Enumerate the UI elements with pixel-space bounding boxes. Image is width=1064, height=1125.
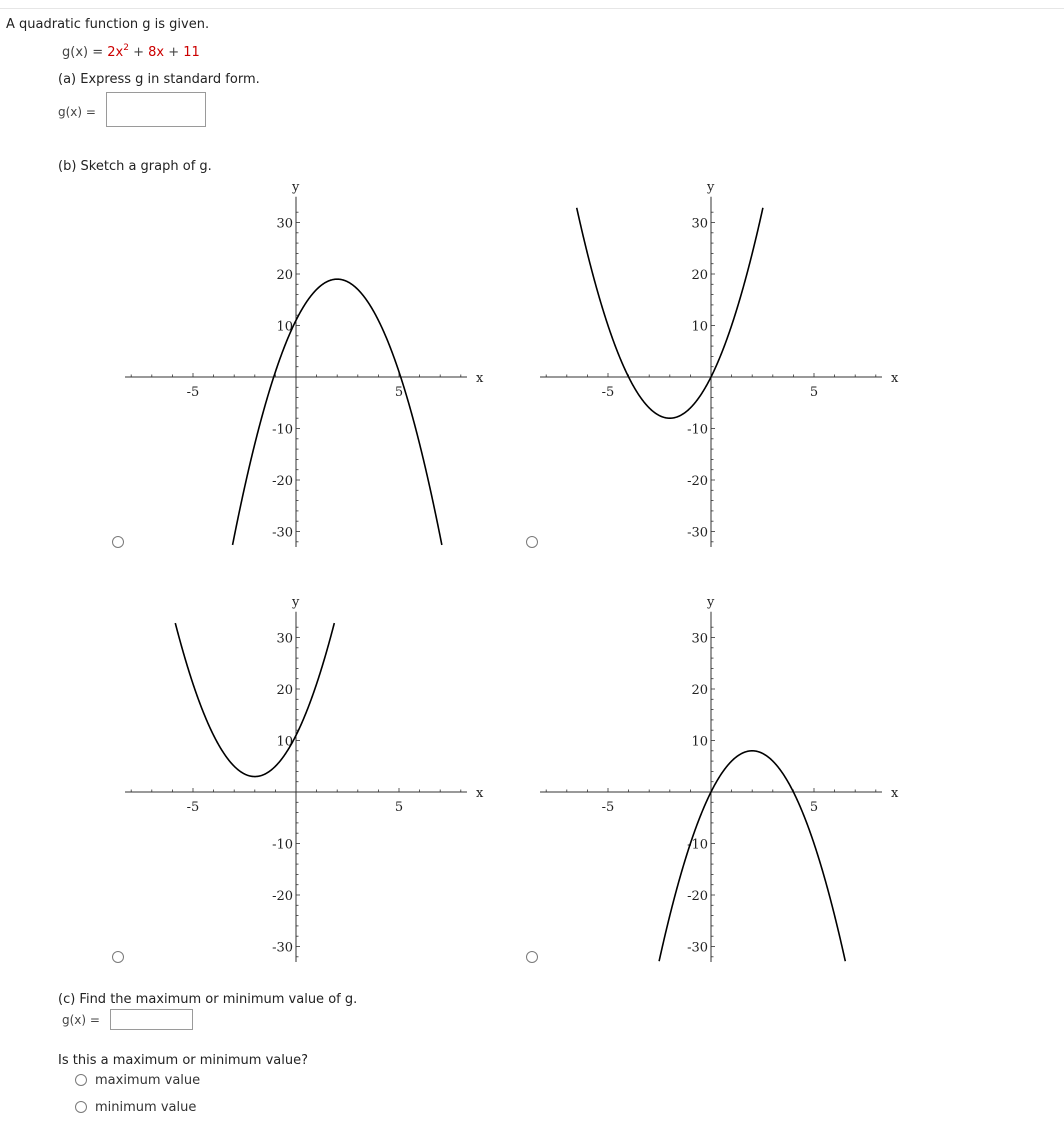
part-a-label: (a) Express g in standard form. — [58, 72, 260, 87]
graph-option-2-radio[interactable] — [526, 536, 538, 548]
x-tick-label: 5 — [394, 800, 404, 815]
y-tick-label: -10 — [272, 837, 293, 853]
y-tick-label: -10 — [272, 422, 293, 438]
parabola-curve — [659, 751, 845, 961]
y-tick-label: 10 — [691, 319, 708, 335]
x-tick-label: -5 — [601, 800, 615, 815]
part-c-input-label: g(x) = — [62, 1013, 100, 1027]
maximum-value-radio[interactable] — [75, 1074, 87, 1086]
part-b-label: (b) Sketch a graph of g. — [58, 159, 212, 174]
y-axis-label: y — [707, 180, 715, 196]
parabola-curve — [175, 623, 334, 776]
graph-option-3-radio[interactable] — [112, 951, 124, 963]
x-tick-label: -5 — [186, 385, 200, 400]
y-tick-label: -20 — [272, 889, 293, 904]
parabola-curve — [233, 279, 442, 545]
y-tick-label: 30 — [691, 216, 708, 232]
x-tick-label: 5 — [394, 385, 404, 400]
y-tick-label: 20 — [691, 683, 708, 698]
intro-text: A quadratic function g is given. — [6, 17, 210, 32]
maximum-value-label: maximum value — [95, 1073, 201, 1088]
part-c-question: Is this a maximum or minimum value? — [58, 1053, 308, 1068]
y-tick-label: 10 — [276, 319, 293, 335]
y-tick-label: -10 — [687, 422, 708, 438]
y-tick-label: 30 — [691, 631, 708, 647]
y-tick-label: -20 — [272, 474, 293, 489]
x-tick-label: -5 — [601, 385, 615, 400]
y-tick-label: 30 — [276, 631, 293, 647]
y-tick-label: 10 — [276, 734, 293, 750]
graph-option-1[interactable] — [125, 180, 484, 547]
minimum-value-label: minimum value — [95, 1100, 197, 1115]
part-c-label: (c) Find the maximum or minimum value of g. — [58, 992, 358, 1007]
x-tick-label: 5 — [809, 385, 819, 400]
y-tick-label: 10 — [691, 734, 708, 750]
part-a-input-label: g(x) = — [58, 105, 96, 119]
y-tick-label: 20 — [276, 268, 293, 283]
x-tick-label: -5 — [186, 800, 200, 815]
y-tick-label: -10 — [687, 837, 708, 853]
y-axis-label: y — [292, 595, 300, 611]
minimum-value-radio[interactable] — [75, 1101, 87, 1113]
y-tick-label: 30 — [276, 216, 293, 232]
y-axis-label: y — [707, 595, 715, 611]
graph-option-4[interactable] — [540, 595, 899, 962]
graph-option-4-radio[interactable] — [526, 951, 538, 963]
x-axis-label: x — [890, 786, 899, 801]
y-tick-label: -30 — [272, 525, 293, 541]
y-tick-label: -20 — [687, 474, 708, 489]
y-axis-label: y — [292, 180, 300, 196]
graph-option-1-radio[interactable] — [112, 536, 124, 548]
y-tick-label: -30 — [687, 525, 708, 541]
part-c-answer-input[interactable] — [110, 1009, 193, 1030]
y-tick-label: -30 — [687, 940, 708, 956]
x-tick-label: 5 — [809, 800, 819, 815]
y-tick-label: -20 — [687, 889, 708, 904]
function-definition: $g(x) = 2x^2 + 8x + 11$ — [62, 43, 200, 60]
x-axis-label: x — [475, 786, 484, 801]
y-tick-label: 20 — [691, 268, 708, 283]
x-axis-label: x — [890, 371, 899, 386]
graph-option-3[interactable] — [125, 595, 484, 962]
graph-option-2[interactable] — [540, 180, 899, 547]
x-axis-label: x — [475, 371, 484, 386]
y-tick-label: 20 — [276, 683, 293, 698]
y-tick-label: -30 — [272, 940, 293, 956]
